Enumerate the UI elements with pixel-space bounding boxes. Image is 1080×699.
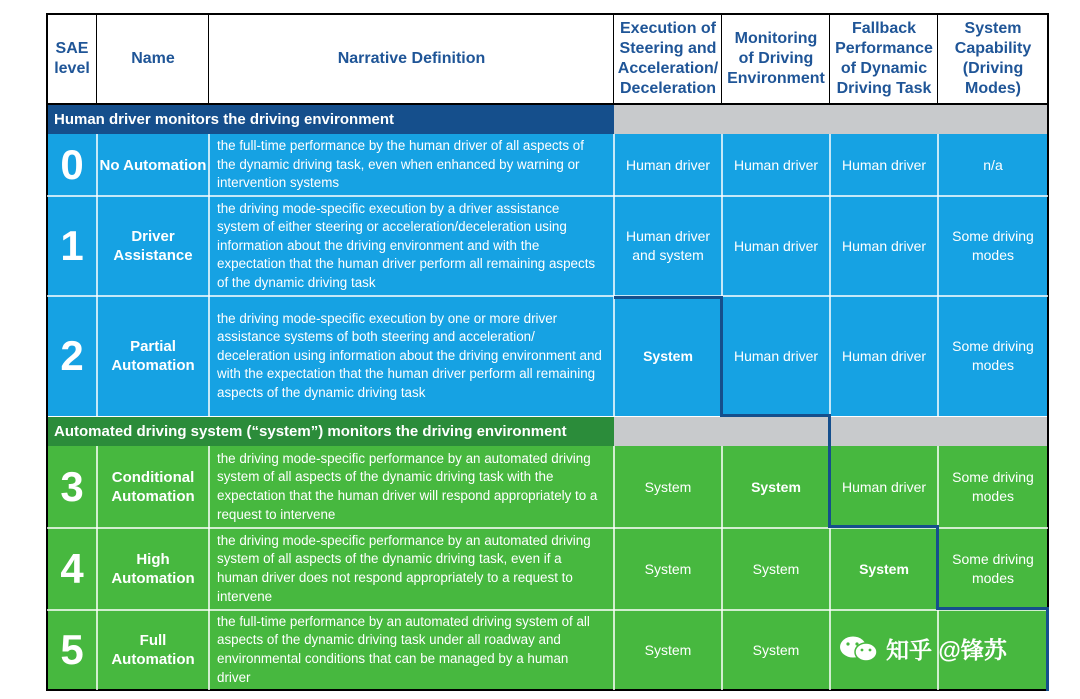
monitoring-value: Human driver bbox=[722, 134, 830, 196]
responsibility-step-line bbox=[720, 414, 831, 417]
monitoring-value: System bbox=[722, 446, 830, 528]
watermark-text: 知乎 @锋苏 bbox=[886, 637, 1007, 663]
band-automated-system-monitors: Automated driving system (“system”) monitors the driving environment bbox=[47, 417, 614, 446]
fallback-value: System bbox=[830, 528, 938, 610]
execution-value: Human driver bbox=[614, 134, 722, 196]
level-definition: the driving mode-specific execution by a driver assistance system of either steering or acceleration/deceleration using information about the driving environment and with the expectation that the human driver perform all remaining aspects of the dynamic driving task bbox=[209, 196, 614, 296]
monitoring-value: System bbox=[722, 528, 830, 610]
grid-line bbox=[46, 689, 1049, 691]
capability-value: n/a bbox=[938, 134, 1048, 196]
level-number: 4 bbox=[47, 528, 97, 610]
capability-value: Some driving modes bbox=[938, 528, 1048, 610]
responsibility-step-line bbox=[614, 296, 722, 299]
level-definition: the driving mode-specific execution by one or more driver assistance systems of both steering and acceleration/ deceleration using information about the driving environment and with the expectation that the human driver perform all remaining aspects of the dynamic driving task bbox=[209, 296, 614, 416]
level-number: 2 bbox=[47, 296, 97, 416]
monitoring-value: Human driver bbox=[722, 296, 830, 416]
band-grey-filler bbox=[614, 105, 1048, 134]
header-system-capability: System Capability (Driving Modes) bbox=[938, 14, 1048, 104]
execution-value: System bbox=[614, 296, 722, 416]
header-execution: Execution of Steering and Acceleration/ Deceleration bbox=[614, 14, 722, 104]
responsibility-step-line bbox=[936, 607, 1049, 610]
level-definition: the driving mode-specific performance by an automated driving system of all aspects of the dynamic driving task with the expectation that the human driver will respond appropriately to a request to intervene bbox=[209, 446, 614, 528]
header-name: Name bbox=[97, 14, 209, 104]
capability-value: Some driving modes bbox=[938, 196, 1048, 296]
level-number: 1 bbox=[47, 196, 97, 296]
band-grey-filler bbox=[614, 417, 1048, 446]
grid-line bbox=[613, 13, 614, 105]
grid-line bbox=[829, 13, 830, 105]
grid-line bbox=[46, 13, 48, 691]
grid-line bbox=[208, 13, 209, 105]
grid-line bbox=[96, 13, 97, 105]
level-number: 0 bbox=[47, 134, 97, 196]
responsibility-step-line bbox=[936, 525, 939, 610]
band-human-driver-monitors: Human driver monitors the driving environment bbox=[47, 105, 614, 134]
capability-value: Some driving modes bbox=[938, 446, 1048, 528]
execution-value: System bbox=[614, 528, 722, 610]
level-name: No Automation bbox=[97, 134, 209, 196]
monitoring-value: System bbox=[722, 610, 830, 690]
level-name: Driver Assistance bbox=[97, 196, 209, 296]
grid-line bbox=[1047, 13, 1049, 609]
level-number: 5 bbox=[47, 610, 97, 690]
responsibility-step-line bbox=[720, 296, 723, 417]
level-name: Full Automation bbox=[97, 610, 209, 690]
level-definition: the full-time performance by the human driver of all aspects of the dynamic driving task, even when enhanced by warning or intervention systems bbox=[209, 134, 614, 196]
level-number: 3 bbox=[47, 446, 97, 528]
header-monitoring: Monitoring of Driving Environment bbox=[722, 14, 830, 104]
level-definition: the full-time performance by an automated driving system of all aspects of the dynamic driving task under all roadway and environmental conditions that can be managed by a human driver bbox=[209, 610, 614, 690]
execution-value: Human driver and system bbox=[614, 196, 722, 296]
level-definition: the driving mode-specific performance by an automated driving system of all aspects of the dynamic driving task, even if a human driver does not respond appropriately to a request to intervene bbox=[209, 528, 614, 610]
grid-line bbox=[937, 13, 938, 105]
fallback-value: Human driver bbox=[830, 296, 938, 416]
watermark bbox=[838, 632, 1007, 665]
responsibility-step-line bbox=[828, 414, 831, 528]
header-sae-level: SAE level bbox=[47, 14, 97, 104]
fallback-value: Human driver bbox=[830, 446, 938, 528]
header-narrative-definition: Narrative Definition bbox=[209, 14, 614, 104]
execution-value: System bbox=[614, 446, 722, 528]
grid-line bbox=[46, 13, 1049, 15]
grid-line bbox=[721, 13, 722, 105]
capability-value: Some driving modes bbox=[938, 296, 1048, 416]
level-name: Conditional Automation bbox=[97, 446, 209, 528]
fallback-value: Human driver bbox=[830, 134, 938, 196]
header-fallback: Fallback Performance of Dynamic Driving Task bbox=[830, 14, 938, 104]
monitoring-value: Human driver bbox=[722, 196, 830, 296]
fallback-value: Human driver bbox=[830, 196, 938, 296]
wechat-icon bbox=[838, 634, 880, 664]
level-name: High Automation bbox=[97, 528, 209, 610]
level-name: Partial Automation bbox=[97, 296, 209, 416]
responsibility-step-line bbox=[828, 525, 939, 528]
execution-value: System bbox=[614, 610, 722, 690]
grid-line bbox=[46, 103, 1049, 105]
responsibility-step-line bbox=[1046, 607, 1049, 691]
